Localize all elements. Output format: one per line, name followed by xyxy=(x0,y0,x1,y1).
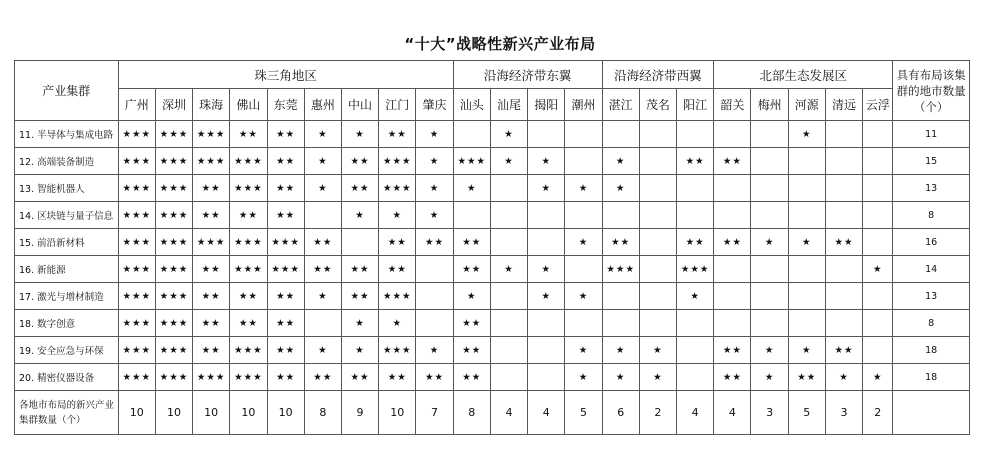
star-rating-cell: ★★ xyxy=(602,229,639,256)
star-rating-cell: ★★★ xyxy=(379,175,416,202)
star-rating-cell: ★★★ xyxy=(230,256,267,283)
total-value-cell: 2 xyxy=(863,391,893,435)
star-rating-cell: ★ xyxy=(788,229,825,256)
star-rating-cell xyxy=(528,337,565,364)
star-rating-cell: ★★ xyxy=(193,202,230,229)
table-row xyxy=(15,256,970,283)
star-rating-cell: ★★★ xyxy=(118,229,155,256)
star-rating-cell xyxy=(788,310,825,337)
totals-label: 各地市布局的新兴产业集群数量（个） xyxy=(15,391,119,435)
star-rating-cell: ★ xyxy=(602,148,639,175)
star-rating-cell: ★ xyxy=(490,148,527,175)
star-rating-cell: ★★★ xyxy=(230,337,267,364)
star-rating-cell xyxy=(490,175,527,202)
star-rating-cell xyxy=(788,256,825,283)
table-row xyxy=(15,121,970,148)
star-rating-cell xyxy=(751,256,788,283)
star-rating-cell: ★★★ xyxy=(602,256,639,283)
star-rating-cell: ★ xyxy=(304,283,341,310)
star-rating-cell xyxy=(751,175,788,202)
star-rating-cell: ★★ xyxy=(379,256,416,283)
star-rating-cell: ★★ xyxy=(453,337,490,364)
star-rating-cell: ★ xyxy=(639,337,676,364)
city-count-cell: 11 xyxy=(893,121,970,148)
star-rating-cell xyxy=(304,202,341,229)
star-rating-cell xyxy=(528,310,565,337)
table-row xyxy=(15,310,970,337)
star-rating-cell xyxy=(714,175,751,202)
star-rating-cell xyxy=(825,175,862,202)
star-rating-cell: ★★ xyxy=(416,229,453,256)
star-rating-cell: ★★★ xyxy=(193,148,230,175)
industry-name: 16. 新能源 xyxy=(15,256,119,283)
city-header: 韶关 xyxy=(714,89,751,121)
city-header: 珠海 xyxy=(193,89,230,121)
star-rating-cell: ★ xyxy=(416,121,453,148)
city-header: 汕头 xyxy=(453,89,490,121)
city-count-cell: 8 xyxy=(893,202,970,229)
industry-name: 15. 前沿新材料 xyxy=(15,229,119,256)
star-rating-cell xyxy=(825,148,862,175)
star-rating-cell: ★★★ xyxy=(453,148,490,175)
star-rating-cell: ★★ xyxy=(714,229,751,256)
star-rating-cell: ★★ xyxy=(267,148,304,175)
region-header: 沿海经济带西翼 xyxy=(602,61,714,89)
star-rating-cell: ★★ xyxy=(677,148,714,175)
star-rating-cell: ★★ xyxy=(341,148,378,175)
region-header-row xyxy=(15,61,970,89)
city-header: 茂名 xyxy=(639,89,676,121)
page-title: “十大”战略性新兴产业布局 xyxy=(404,35,596,53)
star-rating-cell: ★★★ xyxy=(118,148,155,175)
star-rating-cell: ★ xyxy=(788,337,825,364)
star-rating-cell: ★★★ xyxy=(118,256,155,283)
star-rating-cell xyxy=(825,256,862,283)
star-rating-cell: ★★ xyxy=(304,256,341,283)
total-value-cell: 3 xyxy=(825,391,862,435)
star-rating-cell xyxy=(528,229,565,256)
star-rating-cell xyxy=(341,229,378,256)
star-rating-cell: ★★★ xyxy=(155,175,192,202)
table-row xyxy=(15,175,970,202)
star-rating-cell: ★★★ xyxy=(379,337,416,364)
total-value-cell: 8 xyxy=(304,391,341,435)
star-rating-cell: ★★★ xyxy=(230,229,267,256)
total-value-cell: 4 xyxy=(490,391,527,435)
star-rating-cell xyxy=(677,121,714,148)
star-rating-cell: ★★ xyxy=(788,364,825,391)
star-rating-cell xyxy=(863,121,893,148)
star-rating-cell: ★★ xyxy=(825,337,862,364)
total-value-cell: 9 xyxy=(341,391,378,435)
star-rating-cell xyxy=(602,121,639,148)
star-rating-cell xyxy=(565,202,602,229)
industry-name: 19. 安全应急与环保 xyxy=(15,337,119,364)
star-rating-cell: ★★★ xyxy=(230,364,267,391)
star-rating-cell: ★★ xyxy=(453,364,490,391)
star-rating-cell xyxy=(490,364,527,391)
star-rating-cell: ★★ xyxy=(267,337,304,364)
total-value-cell: 10 xyxy=(118,391,155,435)
city-header: 佛山 xyxy=(230,89,267,121)
total-value-cell: 7 xyxy=(416,391,453,435)
star-rating-cell xyxy=(825,202,862,229)
city-count-cell: 16 xyxy=(893,229,970,256)
star-rating-cell: ★★★ xyxy=(118,337,155,364)
city-header-row xyxy=(15,89,970,121)
star-rating-cell: ★ xyxy=(863,364,893,391)
star-rating-cell: ★ xyxy=(565,175,602,202)
star-rating-cell: ★ xyxy=(788,121,825,148)
star-rating-cell: ★★★ xyxy=(118,175,155,202)
city-header: 江门 xyxy=(379,89,416,121)
star-rating-cell: ★★★ xyxy=(193,364,230,391)
star-rating-cell xyxy=(639,310,676,337)
star-rating-cell xyxy=(639,202,676,229)
star-rating-cell: ★★★ xyxy=(155,202,192,229)
star-rating-cell xyxy=(714,121,751,148)
star-rating-cell xyxy=(825,283,862,310)
star-rating-cell xyxy=(677,175,714,202)
star-rating-cell: ★★★ xyxy=(155,256,192,283)
star-rating-cell xyxy=(528,364,565,391)
region-header: 北部生态发展区 xyxy=(714,61,893,89)
star-rating-cell xyxy=(863,175,893,202)
star-rating-cell: ★★★ xyxy=(267,229,304,256)
star-rating-cell xyxy=(639,175,676,202)
star-rating-cell: ★ xyxy=(565,229,602,256)
star-rating-cell: ★★ xyxy=(304,364,341,391)
star-rating-cell: ★★ xyxy=(230,121,267,148)
star-rating-cell: ★★ xyxy=(714,364,751,391)
star-rating-cell: ★ xyxy=(825,364,862,391)
city-header: 梅州 xyxy=(751,89,788,121)
industry-name: 18. 数字创意 xyxy=(15,310,119,337)
star-rating-cell: ★ xyxy=(416,175,453,202)
star-rating-cell: ★★ xyxy=(714,148,751,175)
city-header: 潮州 xyxy=(565,89,602,121)
star-rating-cell: ★★ xyxy=(267,202,304,229)
star-rating-cell xyxy=(639,121,676,148)
star-rating-cell xyxy=(528,121,565,148)
star-rating-cell: ★★ xyxy=(230,283,267,310)
table-body xyxy=(15,121,970,435)
star-rating-cell: ★★ xyxy=(379,364,416,391)
star-rating-cell: ★★ xyxy=(304,229,341,256)
star-rating-cell: ★★★ xyxy=(379,148,416,175)
star-rating-cell xyxy=(453,121,490,148)
star-rating-cell: ★ xyxy=(528,148,565,175)
star-rating-cell: ★★ xyxy=(193,337,230,364)
star-rating-cell xyxy=(825,121,862,148)
total-value-cell: 2 xyxy=(639,391,676,435)
star-rating-cell xyxy=(565,256,602,283)
star-rating-cell: ★ xyxy=(453,175,490,202)
star-rating-cell: ★ xyxy=(528,283,565,310)
star-rating-cell xyxy=(677,310,714,337)
total-value-cell: 10 xyxy=(193,391,230,435)
star-rating-cell: ★★★ xyxy=(118,364,155,391)
star-rating-cell: ★ xyxy=(528,256,565,283)
city-header: 清远 xyxy=(825,89,862,121)
star-rating-cell: ★★ xyxy=(267,175,304,202)
city-count-cell: 8 xyxy=(893,310,970,337)
city-header: 惠州 xyxy=(304,89,341,121)
total-value-cell: 8 xyxy=(453,391,490,435)
total-value-cell: 10 xyxy=(379,391,416,435)
star-rating-cell: ★ xyxy=(565,337,602,364)
star-rating-cell: ★★ xyxy=(267,121,304,148)
total-value-cell: 3 xyxy=(751,391,788,435)
star-rating-cell: ★★ xyxy=(193,310,230,337)
star-rating-cell: ★★ xyxy=(416,364,453,391)
industry-name: 17. 激光与增材制造 xyxy=(15,283,119,310)
total-value-cell: 6 xyxy=(602,391,639,435)
table-row xyxy=(15,229,970,256)
star-rating-cell: ★★ xyxy=(230,310,267,337)
star-rating-cell xyxy=(751,310,788,337)
city-header: 中山 xyxy=(341,89,378,121)
star-rating-cell: ★ xyxy=(341,202,378,229)
star-rating-cell: ★★★ xyxy=(155,337,192,364)
star-rating-cell xyxy=(528,202,565,229)
industry-layout-table xyxy=(14,60,970,435)
star-rating-cell xyxy=(639,148,676,175)
star-rating-cell xyxy=(788,283,825,310)
city-count-cell: 13 xyxy=(893,283,970,310)
star-rating-cell xyxy=(639,256,676,283)
city-header: 广州 xyxy=(118,89,155,121)
star-rating-cell: ★★★ xyxy=(155,121,192,148)
total-value-cell: 10 xyxy=(267,391,304,435)
star-rating-cell: ★ xyxy=(490,121,527,148)
star-rating-cell: ★★ xyxy=(230,202,267,229)
star-rating-cell: ★★ xyxy=(341,364,378,391)
star-rating-cell xyxy=(602,310,639,337)
star-rating-cell: ★★ xyxy=(825,229,862,256)
total-value-cell: 5 xyxy=(565,391,602,435)
star-rating-cell xyxy=(677,202,714,229)
total-value-cell: 10 xyxy=(155,391,192,435)
star-rating-cell: ★★★ xyxy=(193,121,230,148)
star-rating-cell xyxy=(602,283,639,310)
city-header: 湛江 xyxy=(602,89,639,121)
star-rating-cell: ★ xyxy=(379,310,416,337)
star-rating-cell xyxy=(453,202,490,229)
star-rating-cell: ★★ xyxy=(341,283,378,310)
star-rating-cell xyxy=(416,283,453,310)
star-rating-cell: ★★ xyxy=(193,256,230,283)
star-rating-cell: ★ xyxy=(751,229,788,256)
star-rating-cell xyxy=(639,229,676,256)
star-rating-cell xyxy=(677,364,714,391)
star-rating-cell: ★★★ xyxy=(155,283,192,310)
table-row xyxy=(15,283,970,310)
region-header: 沿海经济带东翼 xyxy=(453,61,602,89)
totals-row xyxy=(15,391,970,435)
star-rating-cell xyxy=(714,310,751,337)
table-row xyxy=(15,364,970,391)
star-rating-cell: ★ xyxy=(304,175,341,202)
star-rating-cell: ★ xyxy=(341,337,378,364)
star-rating-cell: ★ xyxy=(751,364,788,391)
totals-empty-cell xyxy=(893,391,970,435)
star-rating-cell xyxy=(490,337,527,364)
star-rating-cell xyxy=(863,337,893,364)
star-rating-cell: ★ xyxy=(304,148,341,175)
star-rating-cell: ★★ xyxy=(453,229,490,256)
star-rating-cell: ★ xyxy=(677,283,714,310)
star-rating-cell xyxy=(639,283,676,310)
star-rating-cell: ★★★ xyxy=(118,121,155,148)
star-rating-cell xyxy=(788,202,825,229)
star-rating-cell xyxy=(714,256,751,283)
city-header: 肇庆 xyxy=(416,89,453,121)
star-rating-cell: ★ xyxy=(416,148,453,175)
star-rating-cell: ★★★ xyxy=(230,175,267,202)
star-rating-cell: ★ xyxy=(751,337,788,364)
star-rating-cell xyxy=(490,202,527,229)
star-rating-cell: ★ xyxy=(453,283,490,310)
star-rating-cell: ★★★ xyxy=(118,283,155,310)
star-rating-cell xyxy=(863,202,893,229)
star-rating-cell xyxy=(863,310,893,337)
star-rating-cell xyxy=(751,202,788,229)
star-rating-cell: ★★ xyxy=(379,229,416,256)
city-header: 云浮 xyxy=(863,89,893,121)
star-rating-cell: ★★ xyxy=(379,121,416,148)
star-rating-cell: ★★ xyxy=(453,256,490,283)
star-rating-cell xyxy=(490,283,527,310)
star-rating-cell: ★ xyxy=(639,364,676,391)
star-rating-cell: ★ xyxy=(379,202,416,229)
star-rating-cell: ★★ xyxy=(341,256,378,283)
star-rating-cell: ★ xyxy=(341,310,378,337)
industry-name: 14. 区块链与量子信息 xyxy=(15,202,119,229)
city-header: 阳江 xyxy=(677,89,714,121)
star-rating-cell xyxy=(751,148,788,175)
star-rating-cell xyxy=(490,229,527,256)
star-rating-cell: ★ xyxy=(863,256,893,283)
industry-name: 12. 高端装备制造 xyxy=(15,148,119,175)
total-value-cell: 10 xyxy=(230,391,267,435)
table-row xyxy=(15,148,970,175)
star-rating-cell xyxy=(714,283,751,310)
star-rating-cell xyxy=(490,310,527,337)
star-rating-cell xyxy=(602,202,639,229)
city-header: 深圳 xyxy=(155,89,192,121)
star-rating-cell xyxy=(565,121,602,148)
star-rating-cell: ★★★ xyxy=(118,310,155,337)
city-count-cell: 13 xyxy=(893,175,970,202)
star-rating-cell: ★ xyxy=(304,121,341,148)
star-rating-cell: ★★ xyxy=(453,310,490,337)
star-rating-cell: ★ xyxy=(416,202,453,229)
star-rating-cell: ★★ xyxy=(267,283,304,310)
star-rating-cell xyxy=(416,310,453,337)
star-rating-cell xyxy=(788,175,825,202)
star-rating-cell: ★★★ xyxy=(379,283,416,310)
city-header: 汕尾 xyxy=(490,89,527,121)
star-rating-cell xyxy=(677,337,714,364)
table-row xyxy=(15,337,970,364)
star-rating-cell: ★★ xyxy=(677,229,714,256)
star-rating-cell: ★★★ xyxy=(155,148,192,175)
star-rating-cell: ★★ xyxy=(193,175,230,202)
total-value-cell: 5 xyxy=(788,391,825,435)
city-header: 东莞 xyxy=(267,89,304,121)
star-rating-cell xyxy=(714,202,751,229)
star-rating-cell xyxy=(751,283,788,310)
star-rating-cell: ★★ xyxy=(193,283,230,310)
star-rating-cell xyxy=(565,148,602,175)
industry-column-header: 产业集群 xyxy=(15,61,119,121)
star-rating-cell xyxy=(304,310,341,337)
star-rating-cell xyxy=(863,229,893,256)
star-rating-cell: ★★★ xyxy=(155,310,192,337)
star-rating-cell xyxy=(788,148,825,175)
city-count-cell: 18 xyxy=(893,364,970,391)
star-rating-cell: ★★ xyxy=(267,310,304,337)
city-header: 河源 xyxy=(788,89,825,121)
star-rating-cell: ★ xyxy=(602,364,639,391)
star-rating-cell: ★ xyxy=(304,337,341,364)
star-rating-cell: ★★★ xyxy=(118,202,155,229)
star-rating-cell: ★ xyxy=(528,175,565,202)
star-rating-cell xyxy=(825,310,862,337)
industry-name: 11. 半导体与集成电路 xyxy=(15,121,119,148)
star-rating-cell: ★★★ xyxy=(677,256,714,283)
star-rating-cell: ★ xyxy=(602,175,639,202)
table-row xyxy=(15,202,970,229)
star-rating-cell: ★★★ xyxy=(155,229,192,256)
star-rating-cell: ★ xyxy=(490,256,527,283)
city-count-cell: 14 xyxy=(893,256,970,283)
city-count-cell: 15 xyxy=(893,148,970,175)
city-count-cell: 18 xyxy=(893,337,970,364)
star-rating-cell: ★★★ xyxy=(155,364,192,391)
star-rating-cell xyxy=(416,256,453,283)
star-rating-cell: ★★★ xyxy=(267,256,304,283)
star-rating-cell: ★ xyxy=(602,337,639,364)
star-rating-cell xyxy=(565,310,602,337)
count-column-header: 具有布局该集群的地市数量（个） xyxy=(893,61,970,121)
star-rating-cell: ★★ xyxy=(341,175,378,202)
star-rating-cell xyxy=(863,148,893,175)
city-header: 揭阳 xyxy=(528,89,565,121)
star-rating-cell: ★ xyxy=(341,121,378,148)
star-rating-cell xyxy=(863,283,893,310)
region-header: 珠三角地区 xyxy=(118,61,453,89)
total-value-cell: 4 xyxy=(714,391,751,435)
star-rating-cell xyxy=(751,121,788,148)
star-rating-cell: ★★ xyxy=(267,364,304,391)
star-rating-cell: ★ xyxy=(416,337,453,364)
star-rating-cell: ★★★ xyxy=(230,148,267,175)
star-rating-cell: ★ xyxy=(565,364,602,391)
star-rating-cell: ★★ xyxy=(714,337,751,364)
total-value-cell: 4 xyxy=(677,391,714,435)
industry-name: 13. 智能机器人 xyxy=(15,175,119,202)
star-rating-cell: ★★★ xyxy=(193,229,230,256)
industry-name: 20. 精密仪器设备 xyxy=(15,364,119,391)
star-rating-cell: ★ xyxy=(565,283,602,310)
total-value-cell: 4 xyxy=(528,391,565,435)
